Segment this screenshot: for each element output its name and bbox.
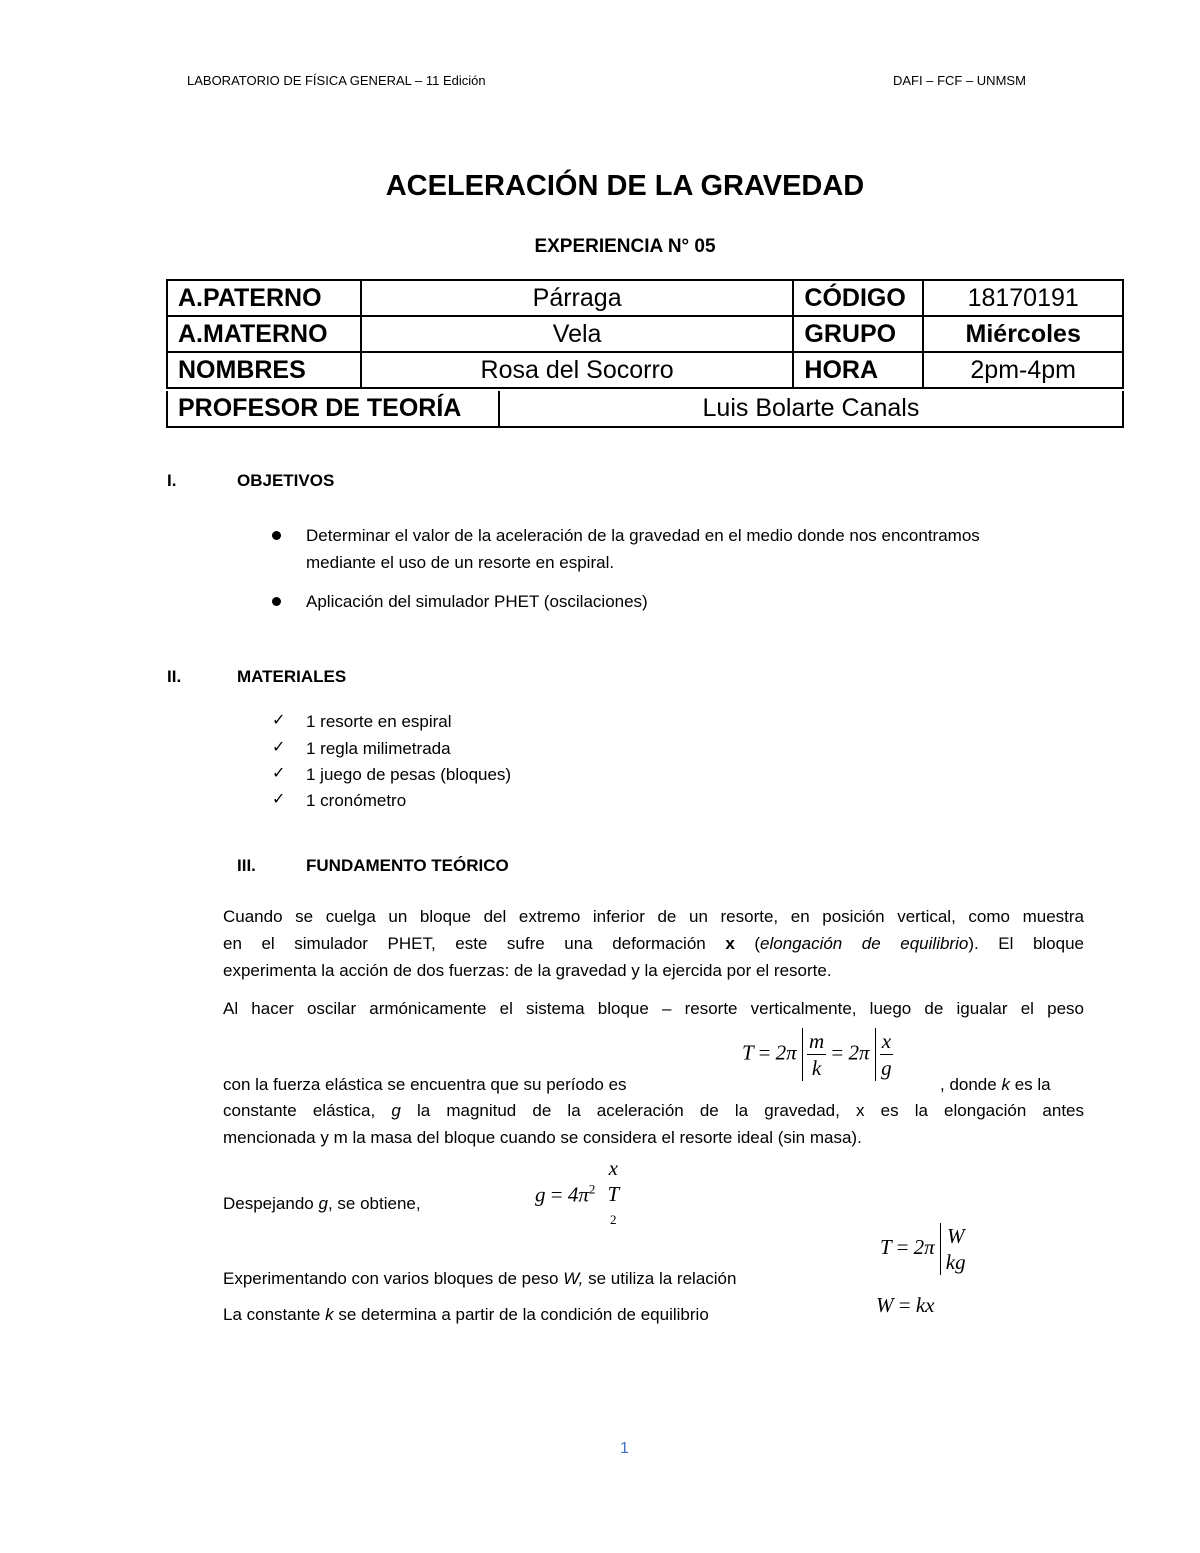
header-right: DAFI – FCF – UNMSM	[893, 73, 1026, 88]
paragraph-line: experimenta la acción de dos fuerzas: de la gravedad y la ejercida por el resorte.	[223, 961, 832, 980]
profesor-table	[166, 391, 1124, 428]
text-span: se utiliza la relación	[588, 1269, 737, 1288]
paragraph-line	[223, 1301, 709, 1328]
page-title: ACELERACIÓN DE LA GRAVEDAD	[385, 170, 865, 202]
paragraph-line	[223, 1190, 421, 1217]
page-subtitle: EXPERIENCIA N° 05	[534, 236, 716, 257]
section-materiales-title: MATERIALES	[237, 667, 347, 686]
formula-symbol: g	[881, 1056, 892, 1080]
text-span: la magnitud de la aceleración de la gravedad, x es la elongación antes	[416, 1101, 1085, 1120]
bullet-icon	[272, 597, 281, 606]
text-span: es la	[1014, 1075, 1051, 1094]
formula-period	[742, 1028, 893, 1081]
checkmark-icon: ✓	[272, 712, 286, 729]
label-nombres: NOMBRES	[167, 352, 361, 388]
formula-symbol: T	[742, 1040, 754, 1065]
formula-gravity	[535, 1155, 620, 1238]
text-span: constante elástica,	[223, 1101, 376, 1120]
formula-symbol: 2π	[848, 1040, 870, 1065]
value-hora: 2pm-4pm	[923, 352, 1123, 388]
value-nombres: Rosa del Socorro	[361, 352, 794, 388]
text-span: Experimentando con varios bloques de peso	[223, 1269, 559, 1288]
section-fundamento-title: FUNDAMENTO TEÓRICO	[306, 856, 509, 875]
value-codigo: 18170191	[923, 280, 1123, 316]
text-w: W,	[563, 1269, 584, 1288]
section-materiales-num: II.	[167, 667, 182, 686]
formula-sqrt	[802, 1028, 826, 1081]
text-span: La constante	[223, 1305, 321, 1324]
paragraph-line	[223, 1097, 1084, 1124]
formula-symbol: 2	[610, 1212, 617, 1227]
text-span: Despejando	[223, 1194, 314, 1213]
paragraph-line	[223, 930, 1084, 957]
formula-symbol: T	[880, 1234, 892, 1259]
section-objetivos-num: I.	[167, 471, 177, 490]
formula-symbol: k	[811, 1056, 822, 1080]
table-row	[167, 352, 1123, 388]
material-item-4: 1 cronómetro	[306, 791, 407, 810]
text-k: k	[1001, 1075, 1010, 1094]
formula-symbol: 2π	[913, 1234, 935, 1259]
text-span: ). El bloque	[968, 934, 1084, 953]
formula-symbol: =	[831, 1040, 844, 1065]
text-span: (	[754, 934, 761, 953]
formula-symbol: T	[607, 1182, 620, 1206]
formula-period-weight	[880, 1223, 966, 1275]
text-g: g	[391, 1101, 401, 1120]
formula-sqrt	[940, 1223, 967, 1275]
formula-symbol: 2π	[775, 1040, 797, 1065]
formula-equilibrium	[876, 1293, 935, 1318]
page-number: 1	[620, 1440, 629, 1457]
formula-symbol: W	[946, 1224, 965, 1248]
material-item-3: 1 juego de pesas (bloques)	[306, 765, 512, 784]
formula-symbol: =	[898, 1293, 911, 1317]
text-span: , donde	[940, 1075, 997, 1094]
bullet-icon	[272, 531, 281, 540]
checkmark-icon: ✓	[272, 739, 286, 756]
formula-symbol: x	[608, 1156, 618, 1180]
student-info-table	[166, 279, 1124, 389]
section-fundamento-num: III.	[237, 856, 256, 875]
formula-symbol: kg	[945, 1250, 966, 1274]
label-codigo: CÓDIGO	[793, 280, 923, 316]
formula-symbol: kx	[915, 1293, 935, 1317]
text-elongacion: elongación de equilibrio	[760, 934, 969, 953]
value-amaterno: Vela	[361, 316, 794, 352]
text-x: x	[725, 934, 735, 953]
label-apaterno: A.PATERNO	[167, 280, 361, 316]
formula-sqrt	[875, 1028, 893, 1081]
text-span: en el simulador PHET, este sufre una deformación	[223, 934, 706, 953]
material-item-2: 1 regla milimetrada	[306, 739, 451, 758]
label-hora: HORA	[793, 352, 923, 388]
value-profesor: Luis Bolarte Canals	[499, 391, 1123, 427]
paragraph-line: con la fuerza elástica se encuentra que su período es	[223, 1075, 627, 1094]
paragraph-line: Cuando se cuelga un bloque del extremo inferior de un resorte, en posición vertical, como muestra	[223, 907, 1084, 926]
checkmark-icon: ✓	[272, 765, 286, 782]
label-profesor: PROFESOR DE TEORÍA	[167, 391, 499, 427]
formula-symbol: W	[876, 1293, 894, 1317]
section-objetivos-title: OBJETIVOS	[237, 471, 335, 490]
paragraph-line: Al hacer oscilar armónicamente el sistema bloque – resorte verticalmente, luego de igualar el peso	[223, 999, 1084, 1018]
paragraph-line: mencionada y m la masa del bloque cuando se considera el resorte ideal (sin masa).	[223, 1128, 862, 1147]
formula-symbol: 4π	[567, 1182, 589, 1207]
objetivo-item-1-cont: mediante el uso de un resorte en espiral.	[306, 553, 615, 572]
paragraph-line	[223, 1265, 736, 1292]
formula-symbol: g	[535, 1182, 546, 1207]
table-row	[167, 280, 1123, 316]
text-span: se determina a partir de la condición de equilibrio	[338, 1305, 709, 1324]
paragraph-line	[940, 1071, 1051, 1098]
text-span: , se obtiene,	[327, 1194, 421, 1213]
value-apaterno: Párraga	[361, 280, 794, 316]
formula-symbol: 2	[588, 1181, 596, 1197]
checkmark-icon: ✓	[272, 791, 286, 808]
formula-denominator	[607, 1181, 620, 1238]
table-row	[167, 391, 1123, 427]
label-amaterno: A.MATERNO	[167, 316, 361, 352]
value-grupo: Miércoles	[923, 316, 1123, 352]
formula-symbol: =	[896, 1234, 909, 1259]
text-k: k	[325, 1305, 334, 1324]
table-row	[167, 316, 1123, 352]
text-g: g	[318, 1194, 328, 1213]
formula-symbol: =	[758, 1040, 771, 1065]
header-left: LABORATORIO DE FÍSICA GENERAL – 11 Edición	[187, 73, 486, 88]
label-grupo: GRUPO	[793, 316, 923, 352]
formula-symbol: m	[808, 1029, 825, 1053]
formula-symbol: x	[881, 1029, 892, 1053]
objetivo-item-2: Aplicación del simulador PHET (oscilaciones)	[306, 592, 648, 611]
material-item-1: 1 resorte en espiral	[306, 712, 452, 731]
formula-symbol: =	[550, 1182, 563, 1207]
objetivo-item-1: Determinar el valor de la aceleración de la gravedad en el medio donde nos encontramos	[306, 526, 980, 545]
